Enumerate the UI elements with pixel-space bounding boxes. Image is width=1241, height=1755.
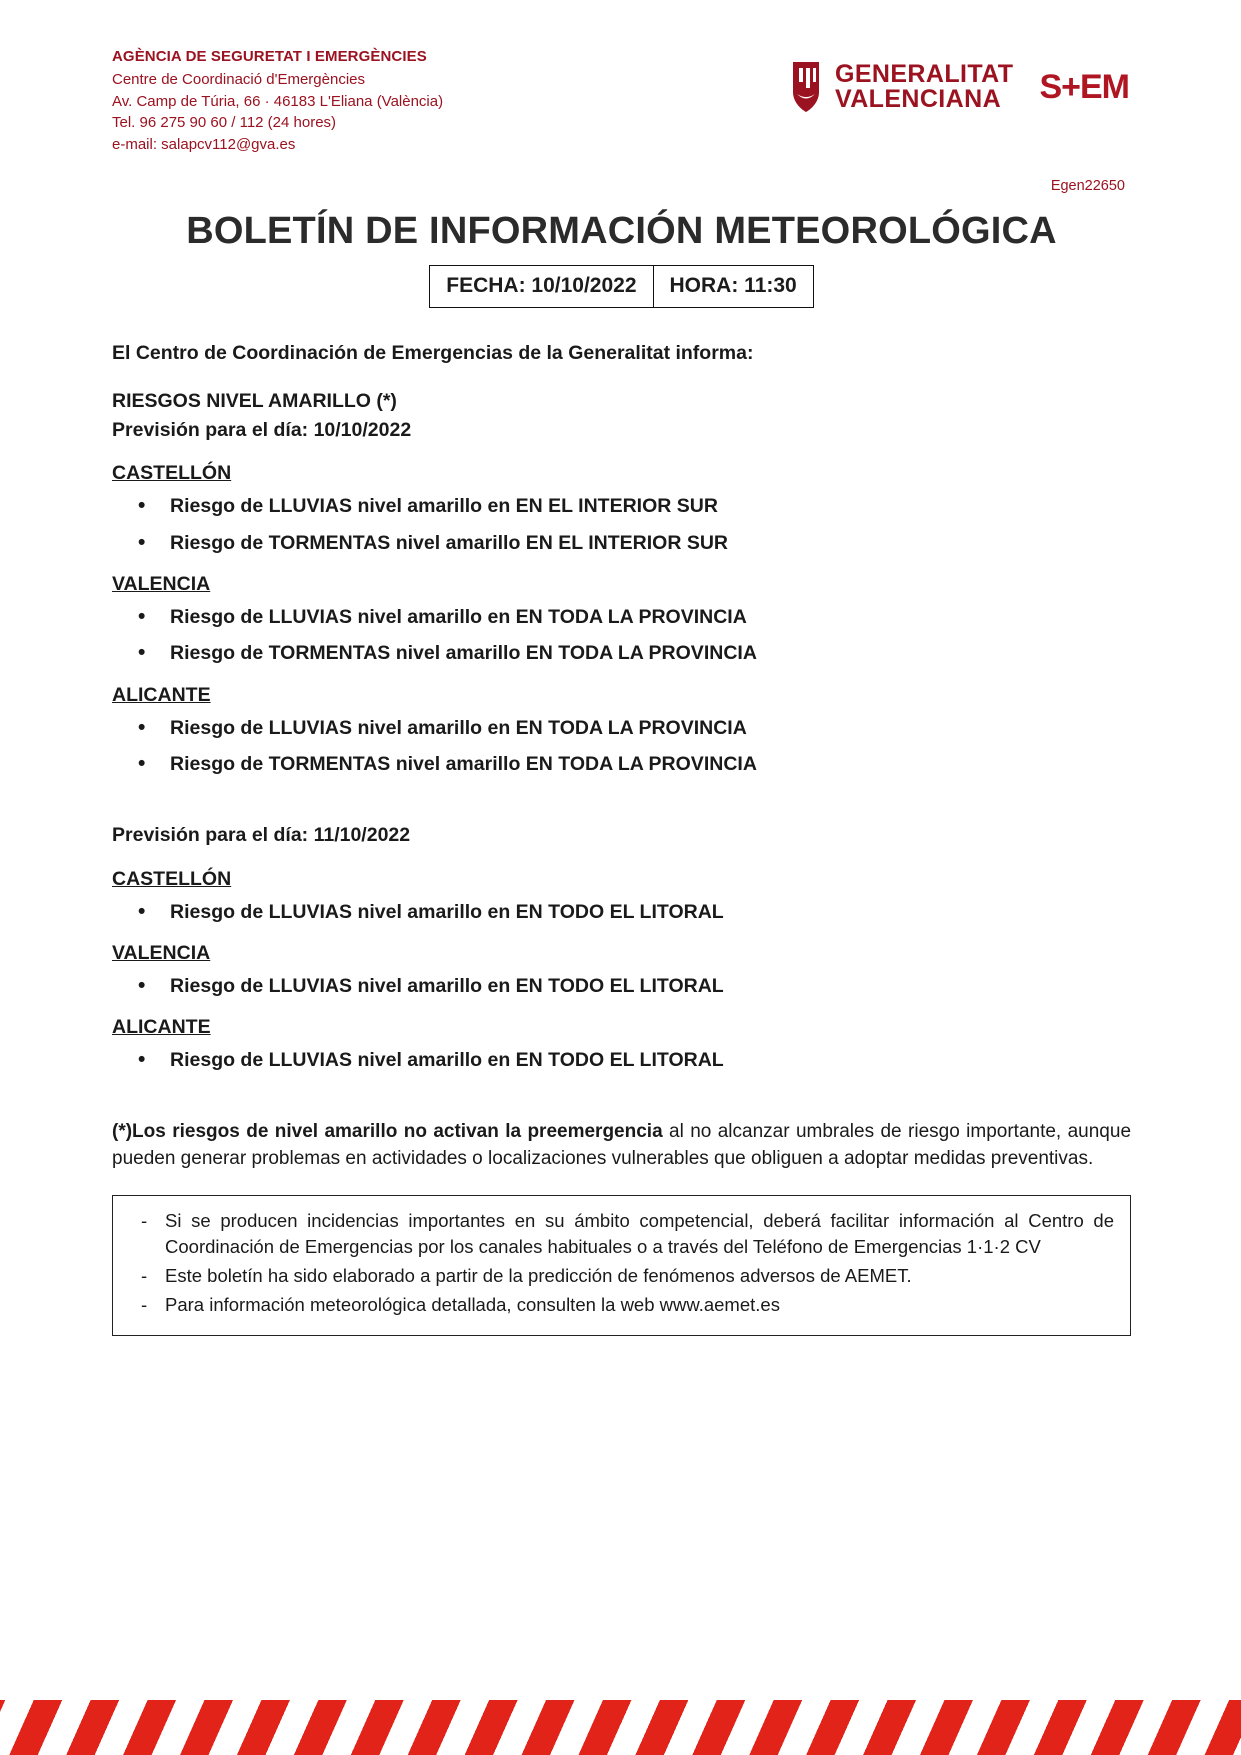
list-item: • Riesgo de LLUVIAS nivel amarillo en EN TODA LA PROVINCIA <box>112 716 1131 741</box>
page-title: BOLETÍN DE INFORMACIÓN METEOROLÓGICA <box>186 209 1057 252</box>
organization-email: e-mail: salapcv112@gva.es <box>112 136 296 153</box>
province-heading: VALENCIA <box>112 941 211 964</box>
province-heading: ALICANTE <box>112 683 211 706</box>
footnote-item <box>127 1292 1114 1318</box>
list-item: • Riesgo de TORMENTAS nivel amarillo EN TODA LA PROVINCIA <box>112 752 1131 777</box>
province-heading: VALENCIA <box>112 572 211 595</box>
risk-list <box>112 1048 1131 1073</box>
list-item: • Riesgo de LLUVIAS nivel amarillo en EN EL INTERIOR SUR <box>112 494 1131 519</box>
list-item: • Riesgo de TORMENTAS nivel amarillo EN TODA LA PROVINCIA <box>112 641 1131 666</box>
footnote-item <box>127 1263 1114 1289</box>
risk-list <box>112 716 1131 778</box>
document-code: Egen22650 <box>1050 177 1125 194</box>
risk-list <box>112 494 1131 556</box>
generalitat-valenciana-logo <box>789 60 1013 114</box>
footnote-dash: - <box>141 1209 148 1231</box>
logo-group <box>789 60 1129 114</box>
organization-block <box>112 46 443 156</box>
footnote-text: Este boletín ha sido elaborado a partir de la predicción de fenómenos adversos de AEMET. <box>165 1265 912 1287</box>
risk-list <box>112 605 1131 667</box>
footnote-box <box>112 1195 1131 1336</box>
time-cell: HORA: 11:30 <box>653 266 813 307</box>
list-item: • Riesgo de LLUVIAS nivel amarillo en EN TODO EL LITORAL <box>112 974 1131 999</box>
list-item: • Riesgo de LLUVIAS nivel amarillo en EN TODA LA PROVINCIA <box>112 605 1131 630</box>
date-time-bar <box>429 265 813 308</box>
date-cell: FECHA: 10/10/2022 <box>446 273 637 297</box>
forecast-day2-label: Previsión para el día: 11/10/2022 <box>112 824 411 847</box>
list-item: • Riesgo de LLUVIAS nivel amarillo en EN TODO EL LITORAL <box>112 1048 1131 1073</box>
generalitat-wordmark-line2: VALENCIANA <box>834 85 1002 113</box>
risk-list <box>112 900 1131 925</box>
note-rest: al no alcanzar umbrales de riesgo importante, aunque pueden generar problemas en actividades o localizaciones vulnerables que obliguen a adoptar medidas preventivas. <box>112 1120 1132 1170</box>
footnote-text: Si se producen incidencias importantes en su ámbito competencial, deberá facilitar información al Centro de Coordinación de Emergencias por los canales habituales o a través del Teléfono de Emergencias 1·1·2 CV <box>165 1209 1114 1257</box>
risk-list <box>112 974 1131 999</box>
list-item: • Riesgo de TORMENTAS nivel amarillo EN EL INTERIOR SUR <box>112 531 1131 556</box>
note-prefix: (*)Los <box>112 1120 173 1142</box>
footnote-text: Para información meteorológica detallada, consulten la web www.aemet.es <box>165 1294 780 1316</box>
document-header <box>112 46 1131 156</box>
list-item: • Riesgo de LLUVIAS nivel amarillo en EN TODO EL LITORAL <box>112 900 1131 925</box>
bottom-stripe-decoration <box>0 1697 1241 1755</box>
yellow-level-note <box>112 1118 1131 1173</box>
date-time-bar-wrapper <box>112 265 1131 308</box>
organization-line-1: Centre de Coordinació d'Emergències <box>112 70 366 88</box>
sem-logo: S+EM <box>1039 68 1129 106</box>
forecast-day2-section <box>112 821 1131 1073</box>
organization-line-2: Av. Camp de Túria, 66 · 46183 L'Eliana (València) <box>112 92 444 110</box>
forecast-day1-label: Previsión para el día: 10/10/2022 <box>112 419 412 441</box>
generalitat-wordmark-line1: GENERALITAT <box>834 59 1014 88</box>
province-heading: CASTELLÓN <box>112 867 232 890</box>
generalitat-shield-icon <box>789 60 823 114</box>
footnote-item <box>127 1208 1114 1261</box>
note-bold: riesgos de nivel amarillo no activan la preemergencia <box>172 1120 663 1142</box>
footnote-dash: - <box>141 1294 148 1316</box>
organization-title: AGÈNCIA DE SEGURETAT I EMERGÈNCIES <box>112 48 427 65</box>
document-body <box>112 342 1131 1336</box>
generalitat-wordmark <box>834 59 1014 113</box>
province-heading: CASTELLÓN <box>112 462 232 485</box>
province-heading: ALICANTE <box>112 1016 211 1039</box>
footnote-dash: - <box>141 1265 148 1287</box>
stripe-band <box>0 1697 1241 1755</box>
organization-line-3: Tel. 96 275 90 60 / 112 (24 hores) <box>112 114 337 132</box>
risk-level-header: RIESGOS NIVEL AMARILLO (*) <box>112 389 397 412</box>
forecast-day1-section <box>112 462 1131 777</box>
stripe-top-gap <box>0 1697 1241 1700</box>
intro-paragraph: El Centro de Coordinación de Emergencias de la Generalitat informa: <box>112 341 754 364</box>
